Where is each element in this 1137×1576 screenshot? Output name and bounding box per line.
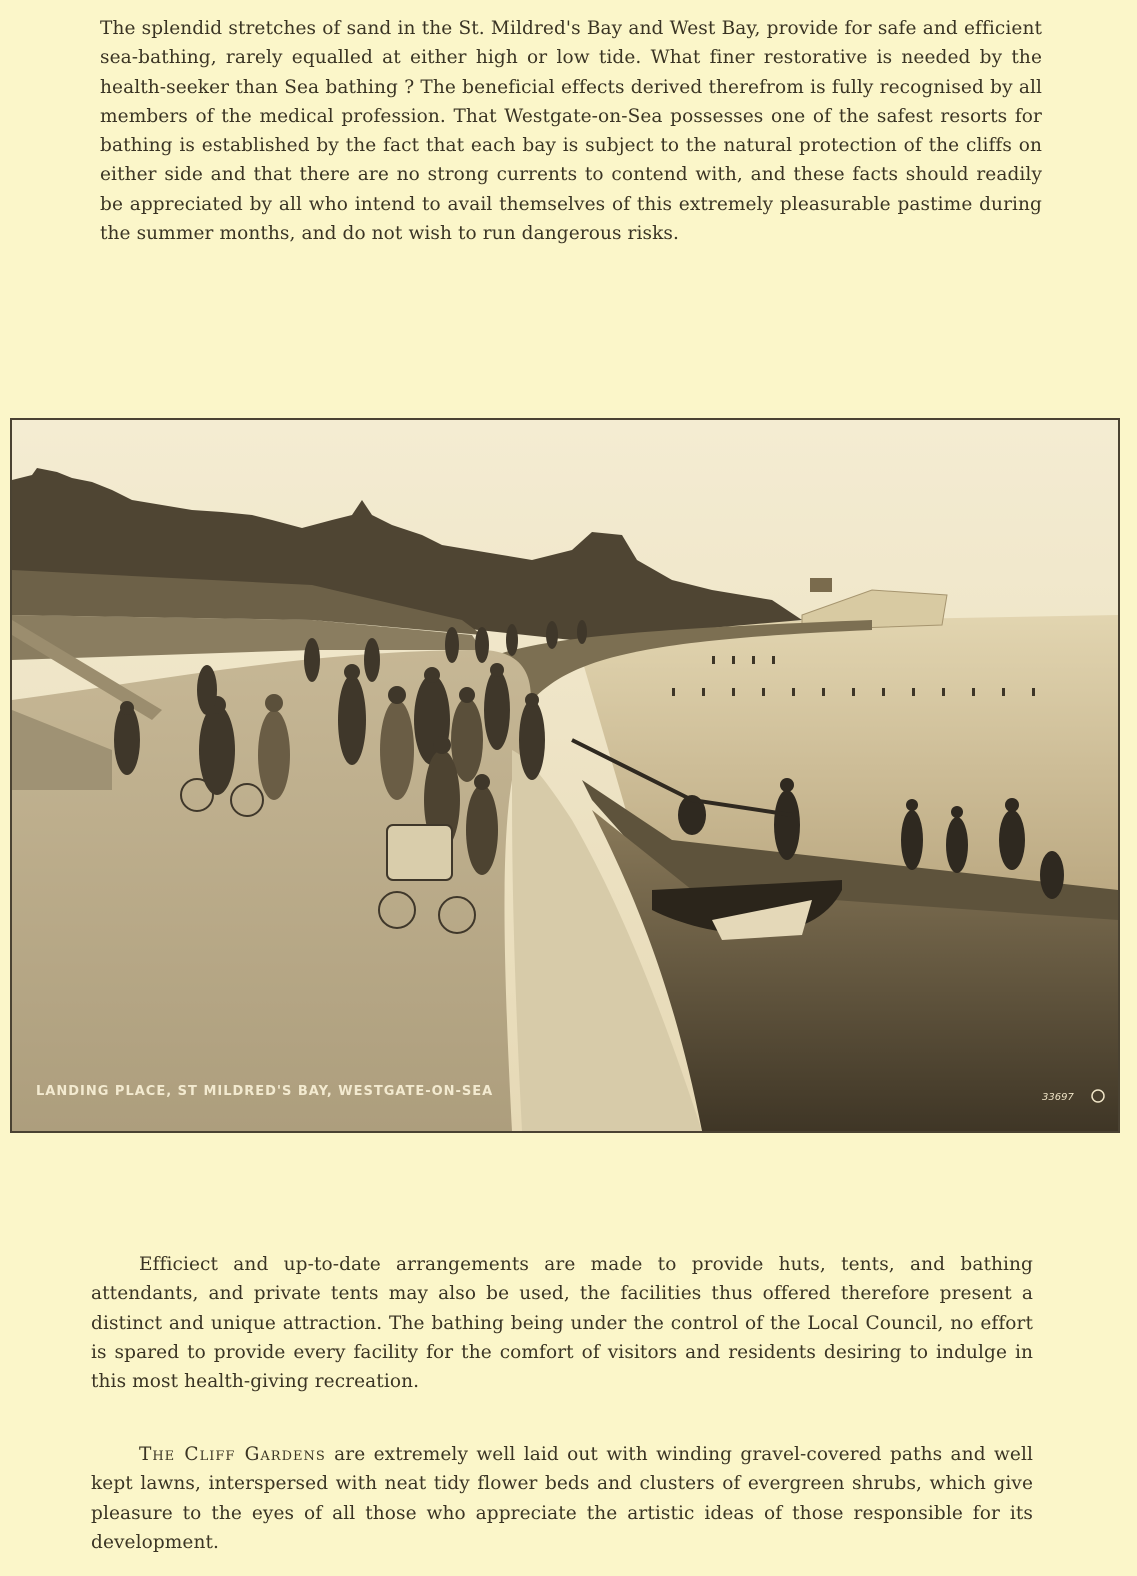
plate-number: 33697: [1042, 1092, 1074, 1103]
bathing-sands-paragraph: The splendid stretches of sand in the St. Mildred's Bay and West Bay, provide for safe and efficient sea-bathing, rarely equalled at either high or low tide. What finer restorative is needed by the health-seeker than Sea bathing ? The beneficial effects derived therefrom is fully recognised by all members of the medical profession. That Westgate-on-Sea possesses one of the safest resorts for bathing is established by the fact that each bay is subject to the natural protection of the cliffs on either side and that there are no strong currents to contend with, and these facts should readily be appreciated by all who intend to avail themselves of this extremely pleasurable pastime during the summer months, and do not wish to run dangerous risks.: [100, 18, 1042, 245]
cliff-gardens-text: are extremely well laid out with winding gravel-covered paths and well kept lawns, interspersed with neat tidy flower beds and clusters of evergreen shrubs, which give pleasure to the eyes of all those who appreciate the artistic ideas of those responsible for its development.: [91, 1444, 1034, 1553]
landing-place-photograph: [10, 418, 1120, 1133]
photo-illustration: [12, 420, 1118, 1131]
photo-caption: LANDING PLACE, ST MILDRED'S BAY, WESTGATE-ON-SEA: [36, 1084, 494, 1099]
cliff-shelter: [810, 578, 832, 592]
cliff-gardens-heading: The Cliff Gardens: [139, 1444, 326, 1465]
cliff-gardens-paragraph: [91, 1440, 1033, 1557]
arrangements-paragraph: Efficiect and up-to-date arrangements are made to provide huts, tents, and bathing attendants, and private tents may also be used, the facilities thus offered therefore present a distinct and unique attraction. The bathing being under the control of the Local Council, no effort is spared to provide every facility for the comfort of visitors and residents desiring to indulge in this most health-giving recreation.: [91, 1254, 1033, 1393]
